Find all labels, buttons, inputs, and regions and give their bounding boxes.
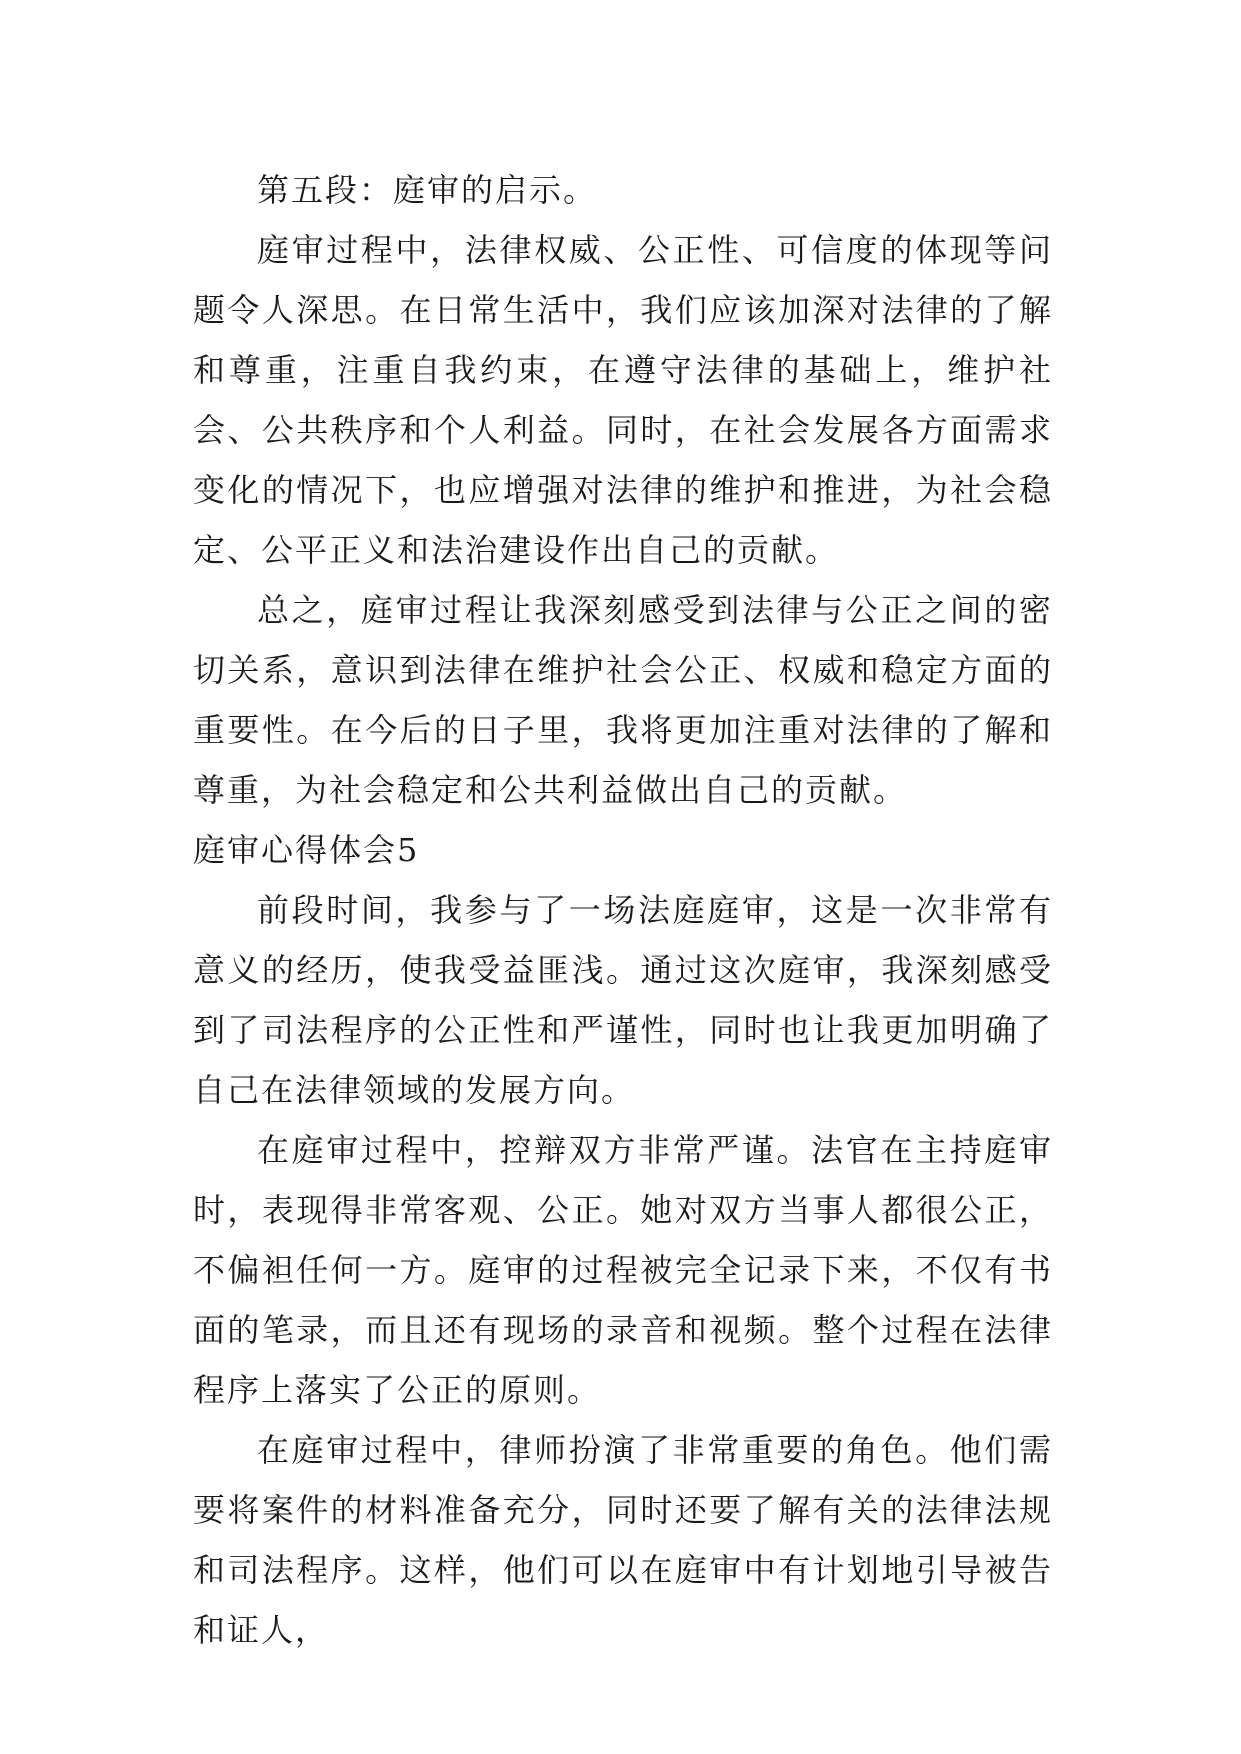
paragraph-lawyers: 在庭审过程中，律师扮演了非常重要的角色。他们需要将案件的材料准备充分，同时还要了解有关的法律法规和司法程序。这样，他们可以在庭审中有计划地引导被告和证人， xyxy=(193,1431,1053,1649)
essay-heading: 庭审心得体会5 xyxy=(193,831,420,869)
paragraph-judge: 在庭审过程中，控辩双方非常严谨。法官在主持庭审时，表现得非常客观、公正。她对双方当事人都很公正，不偏袒任何一方。庭审的过程被完全记录下来，不仅有书面的笔录，而且还有现场的录音和视频。整个过程在法律程序上落实了公正的原则。 xyxy=(193,1131,1053,1409)
paragraph-trial-insights: 庭审过程中，法律权威、公正性、可信度的体现等问题令人深思。在日常生活中，我们应该加深对法律的了解和尊重，注重自我约束，在遵守法律的基础上，维护社会、公共秩序和个人利益。同时，在社会发展各方面需求变化的情况下，也应增强对法律的维护和推进，为社会稳定、公平正义和法治建设作出自己的贡献。 xyxy=(193,231,1053,569)
document-body xyxy=(193,160,1053,1660)
section-five-title: 第五段：庭审的启示。 xyxy=(257,171,598,209)
paragraph-conclusion: 总之，庭审过程让我深刻感受到法律与公正之间的密切关系，意识到法律在维护社会公正、权威和稳定方面的重要性。在今后的日子里，我将更加注重对法律的了解和尊重，为社会稳定和公共利益做出自己的贡献。 xyxy=(193,591,1053,809)
paragraph-intro: 前段时间，我参与了一场法庭庭审，这是一次非常有意义的经历，使我受益匪浅。通过这次庭审，我深刻感受到了司法程序的公正性和严谨性，同时也让我更加明确了自己在法律领域的发展方向。 xyxy=(193,891,1053,1109)
